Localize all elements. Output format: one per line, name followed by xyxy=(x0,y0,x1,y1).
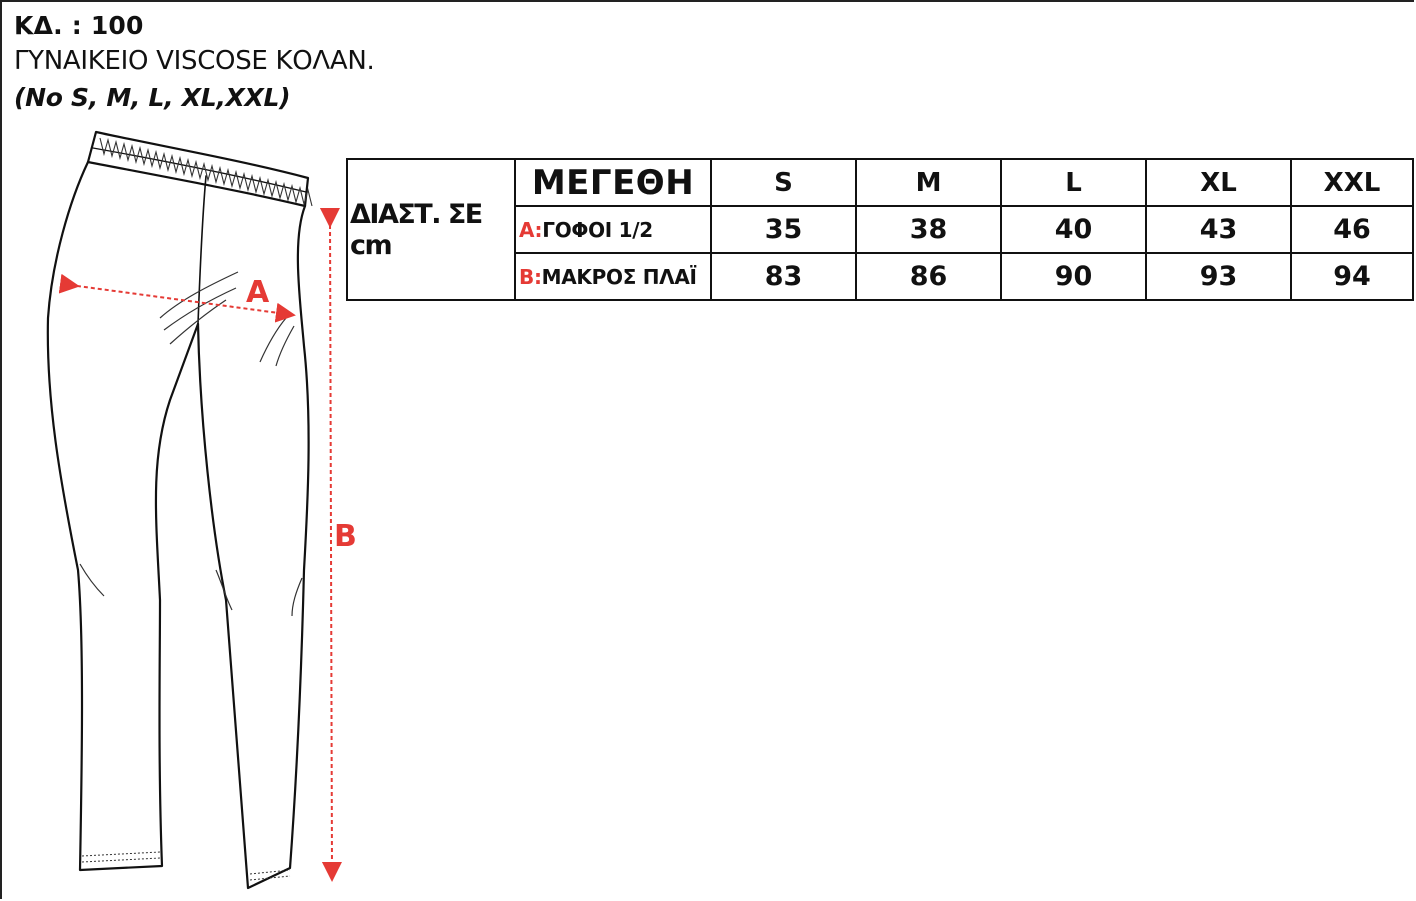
table-cell: 90 xyxy=(1001,253,1146,300)
measurement-side-length xyxy=(515,253,711,300)
measurement-letter-a: A: xyxy=(519,217,543,242)
size-m: M xyxy=(856,159,1001,206)
leggings-outline-icon xyxy=(48,132,309,888)
size-l: L xyxy=(1001,159,1146,206)
table-cell: 94 xyxy=(1291,253,1413,300)
table-cell: 35 xyxy=(711,206,856,253)
side-length-arrow xyxy=(330,218,332,872)
size-xl: XL xyxy=(1146,159,1291,206)
product-header xyxy=(14,10,375,114)
size-xxl: XXL xyxy=(1291,159,1413,206)
measurement-arrows xyxy=(70,218,332,872)
fabric-fold-lines-icon xyxy=(80,272,302,616)
table-cell: 83 xyxy=(711,253,856,300)
table-cell: 93 xyxy=(1146,253,1291,300)
product-name: ΓΥΝΑΙΚΕΙΟ VISCOSE ΚΟΛΑΝ. xyxy=(14,46,375,76)
sizes-header: ΜΕΓΕΘΗ xyxy=(515,159,711,206)
hem-stitching-icon xyxy=(82,852,290,880)
table-cell: 40 xyxy=(1001,206,1146,253)
table-cell: 43 xyxy=(1146,206,1291,253)
dimensions-header: ΔΙΑΣΤ. ΣΕ cm xyxy=(347,159,515,300)
available-sizes: (No S, M, L, XL,XXL) xyxy=(14,83,291,112)
size-chart-table xyxy=(346,158,1414,301)
table-cell: 86 xyxy=(856,253,1001,300)
measurement-name-hips: ΓΟΦΟΙ 1/2 xyxy=(542,217,653,242)
measurement-name-side-length: ΜΑΚΡΟΣ ΠΛΑΪ xyxy=(541,264,697,289)
measurement-letter-b: B: xyxy=(519,264,542,289)
table-cell: 38 xyxy=(856,206,1001,253)
label-b: B xyxy=(334,519,357,554)
size-s: S xyxy=(711,159,856,206)
table-row-sizes xyxy=(347,159,1413,206)
measurement-hips xyxy=(515,206,711,253)
table-cell: 46 xyxy=(1291,206,1413,253)
leggings-diagram xyxy=(0,120,380,901)
label-a: A xyxy=(246,275,270,310)
product-code: ΚΔ. : 100 xyxy=(14,11,144,40)
